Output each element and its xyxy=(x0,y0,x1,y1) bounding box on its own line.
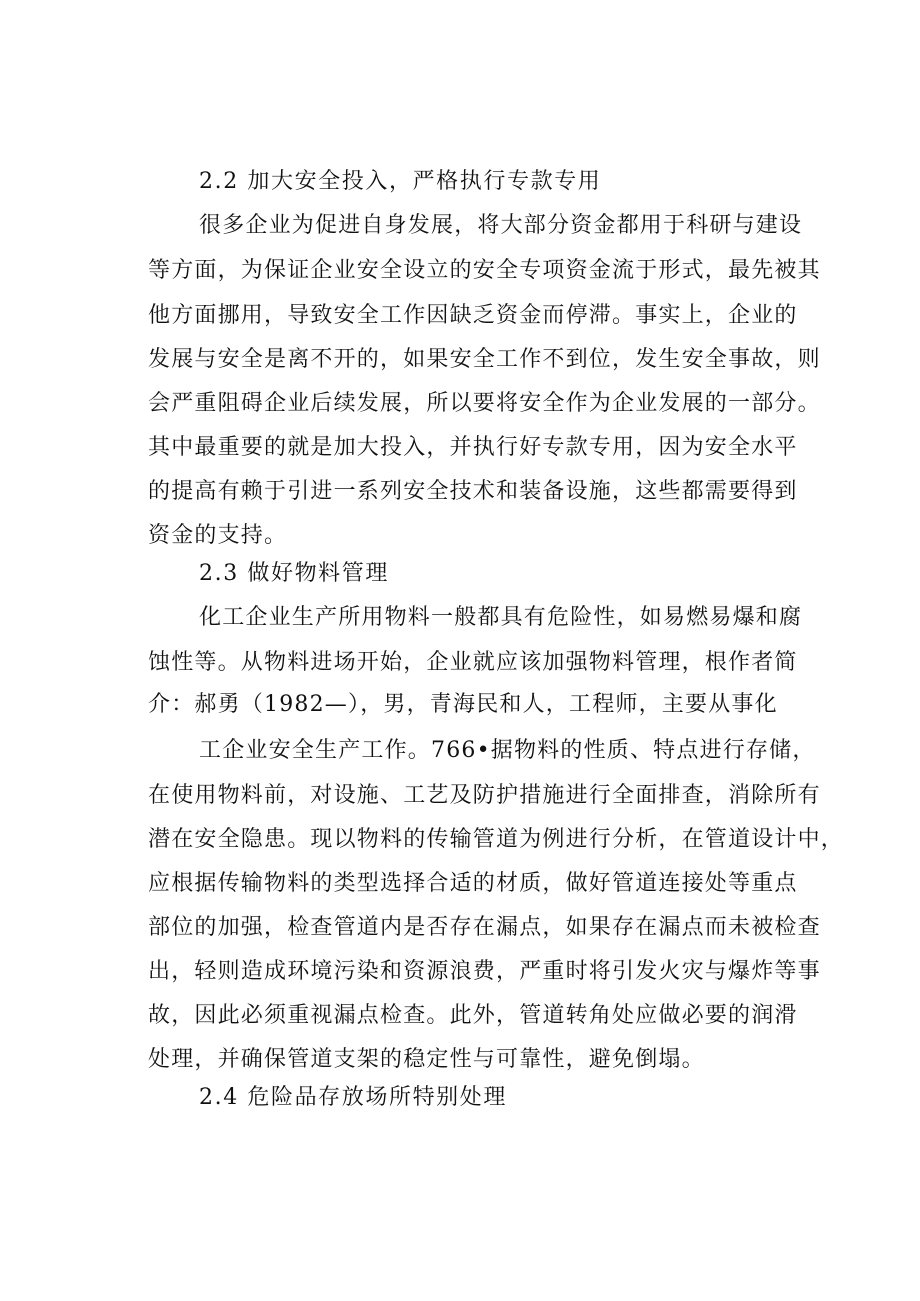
paragraph-line: 蚀性等。从物料进场开始，企业就应该加强物料管理，根作者简 xyxy=(148,650,798,675)
section-heading-2-3: 2.3 做好物料管理 xyxy=(199,561,389,586)
author-note-line: 介：郝勇（1982—），男，青海民和人，工程师，主要从事化 xyxy=(148,692,778,717)
section-heading-2-2: 2.2 加大安全投入，严格执行专款专用 xyxy=(199,169,602,194)
paragraph-line: 部位的加强，检查管道内是否存在漏点，如果存在漏点而未被检查 xyxy=(148,915,821,940)
paragraph-line: 其中最重要的就是加大投入，并执行好专款专用，因为安全水平 xyxy=(148,435,798,460)
paragraph-line: 潜在安全隐患。现以物料的传输管道为例进行分析，在管道设计中， xyxy=(148,827,845,852)
paragraph-line: 的提高有赖于引进一系列安全技术和装备设施，这些都需要得到 xyxy=(148,479,798,504)
section-heading-2-4: 2.4 危险品存放场所特别处理 xyxy=(199,1085,507,1110)
paragraph-line: 工企业安全生产工作。766•据物料的性质、特点进行存储， xyxy=(199,738,816,763)
paragraph-line: 在使用物料前，对设施、工艺及防护措施进行全面排查，消除所有 xyxy=(148,783,821,808)
paragraph-line: 很多企业为促进自身发展，将大部分资金都用于科研与建设 xyxy=(199,213,803,238)
paragraph-line: 他方面挪用，导致安全工作因缺乏资金而停滞。事实上，企业的 xyxy=(148,303,798,328)
paragraph-line: 应根据传输物料的类型选择合适的材质，做好管道连接处等重点 xyxy=(148,871,798,896)
paragraph-line: 处理，并确保管道支架的稳定性与可靠性，避免倒塌。 xyxy=(148,1047,705,1072)
paragraph-line: 化工企业生产所用物料一般都具有危险性，如易燃易爆和腐 xyxy=(199,605,803,630)
paragraph-line: 出，轻则造成环境污染和资源浪费，严重时将引发火灾与爆炸等事 xyxy=(148,959,821,984)
paragraph-line: 资金的支持。 xyxy=(148,523,288,548)
paragraph-line: 发展与安全是离不开的，如果安全工作不到位，发生安全事故，则 xyxy=(148,347,821,372)
paragraph-line: 故，因此必须重视漏点检查。此外，管道转角处应做必要的润滑 xyxy=(148,1003,798,1028)
paragraph-line: 会严重阻碍企业后续发展，所以要将安全作为企业发展的一部分。 xyxy=(148,391,821,416)
paragraph-line: 等方面，为保证企业安全设立的安全专项资金流于形式，最先被其 xyxy=(148,258,821,283)
